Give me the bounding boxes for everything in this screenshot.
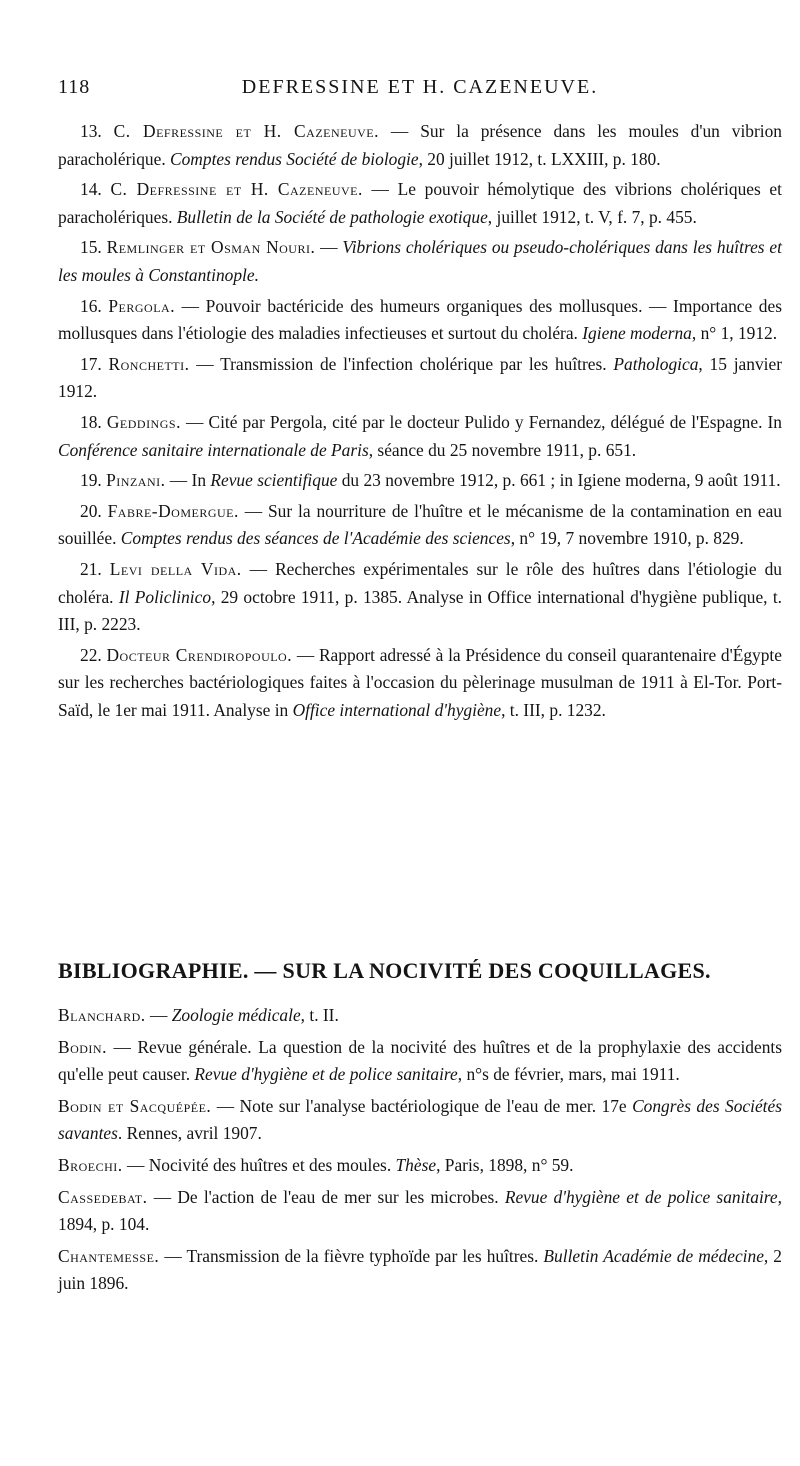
reference-text: — Rapport adressé à la Présidence du conseil quarantenaire d'Égypte sur les recherches bactériologiques faites à l'occasion du pèlerinage musulman de 1911 à El-Tor. Port-Saïd, le 1er mai 1911. Analyse in bbox=[58, 644, 782, 720]
bibliography-text: — Nocivité des huîtres et des moules. bbox=[122, 1154, 396, 1175]
bibliography-details: , 1894, p. 104. bbox=[58, 1186, 782, 1235]
reference-text: — Sur la présence dans les moules d'un vibrion paracholérique. bbox=[58, 121, 782, 169]
bibliography-entry bbox=[58, 1093, 782, 1148]
reference-details: , t. III, p. 1232. bbox=[501, 699, 606, 720]
reference-entry bbox=[58, 498, 782, 553]
bibliography-source: Congrès des Sociétés savantes bbox=[58, 1095, 782, 1144]
bibliography-authors: Bodin et Sacquépée. bbox=[58, 1095, 212, 1116]
reference-number: 13. bbox=[80, 121, 102, 141]
bibliography-details: . Rennes, avril 1907. bbox=[117, 1123, 262, 1144]
reference-entry bbox=[58, 118, 782, 173]
reference-number: 15. bbox=[80, 237, 102, 258]
reference-authors: Ronchetti. bbox=[108, 353, 190, 374]
bibliography-details: , 2 juin 1896. bbox=[58, 1245, 783, 1294]
bibliography-entry bbox=[58, 1184, 782, 1239]
reference-text: — Le pouvoir hémolytique des vibrions cholériques et paracholériques. bbox=[58, 179, 782, 227]
bibliography-authors: Cassedebat. bbox=[58, 1186, 148, 1207]
reference-source: Conférence sanitaire internationale de Paris bbox=[58, 439, 369, 460]
reference-authors: Remlinger et Osman Nouri. bbox=[106, 237, 316, 258]
reference-details: , n° 1, 1912. bbox=[691, 323, 778, 344]
reference-source: Igiene moderna bbox=[582, 323, 692, 344]
reference-authors: C. Defressine et H. Cazeneuve. bbox=[110, 179, 363, 200]
reference-number: 16. bbox=[80, 295, 102, 316]
page-number: 118 bbox=[58, 76, 91, 98]
reference-details: , 15 janvier 1912. bbox=[58, 353, 782, 402]
reference-source: Revue scientifique bbox=[210, 470, 338, 491]
reference-source: Bulletin de la Société de pathologie exotique bbox=[176, 206, 488, 227]
reference-text: — In bbox=[165, 470, 211, 491]
bibliography-text: — De l'action de l'eau de mer sur les microbes. bbox=[147, 1186, 505, 1207]
reference-source: Il Policlinico bbox=[118, 586, 212, 607]
reference-text: — Sur la nourriture de l'huître et le mécanisme de la contamination en eau souillée. bbox=[58, 500, 782, 549]
bibliography-authors: Bodin. bbox=[58, 1036, 107, 1057]
reference-source: Pathologica bbox=[613, 353, 699, 374]
reference-details: , n° 19, 7 novembre 1910, p. 829. bbox=[510, 528, 744, 549]
reference-authors: Pinzani. bbox=[106, 470, 166, 491]
reference-details: , 20 juillet 1912, t. LXXIII, p. 180. bbox=[418, 148, 661, 169]
reference-text: — bbox=[315, 237, 343, 258]
reference-text: — Transmission de l'infection cholérique par les huîtres. bbox=[189, 353, 614, 374]
bibliography-source: Revue d'hygiène et de police sanitaire bbox=[504, 1186, 778, 1207]
reference-source: Comptes rendus des séances de l'Académie des sciences bbox=[120, 528, 511, 549]
reference-source: Vibrions cholériques ou pseudo-cholériques dans les huîtres et les moules à Constantinople. bbox=[58, 237, 782, 285]
reference-number: 20. bbox=[80, 500, 102, 521]
bibliography-entry bbox=[58, 1034, 782, 1089]
reference-details: , 29 octobre 1911, p. 1385. Analyse in Office international d'hygiène publique, t. III, p. 2223. bbox=[58, 586, 783, 635]
reference-authors: Fabre-Domergue. bbox=[107, 500, 239, 521]
reference-text: — Recherches expérimentales sur le rôle des huîtres dans l'étiologie du choléra. bbox=[58, 558, 782, 607]
running-title: DEFRESSINE ET H. CAZENEUVE. bbox=[241, 76, 599, 98]
bibliography-text: — bbox=[145, 1005, 172, 1025]
bibliography-source: Zoologie médicale bbox=[171, 1005, 301, 1025]
reference-entry bbox=[58, 409, 782, 464]
bibliography-entry bbox=[58, 1002, 782, 1030]
reference-entry bbox=[58, 556, 782, 639]
bibliography-text: — Revue générale. La question de la nocivité des huîtres et de la prophylaxie des accidents qu'elle peut causer. bbox=[58, 1036, 782, 1085]
bibliography-authors: Broechi. bbox=[58, 1154, 123, 1175]
reference-authors: C. Defressine et H. Cazeneuve. bbox=[113, 121, 379, 141]
reference-list bbox=[58, 118, 782, 727]
bibliography-authors: Chantemesse. bbox=[58, 1245, 160, 1266]
bibliography-source: Revue d'hygiène et de police sanitaire bbox=[194, 1064, 458, 1085]
reference-authors: Pergola. bbox=[108, 295, 176, 316]
section-title: BIBLIOGRAPHIE. — SUR LA NOCIVITÉ DES COQUILLAGES. bbox=[58, 958, 711, 983]
reference-details: du 23 novembre 1912, p. 661 ; in Igiene moderna, 9 août 1911. bbox=[337, 470, 781, 491]
reference-number: 18. bbox=[80, 411, 102, 432]
bibliography-source: Thèse bbox=[395, 1154, 437, 1175]
bibliography-text: — Transmission de la fièvre typhoïde par les huîtres. bbox=[159, 1245, 544, 1266]
reference-entry bbox=[58, 642, 782, 725]
bibliography-details: , Paris, 1898, n° 59. bbox=[436, 1154, 574, 1175]
reference-entry bbox=[58, 351, 782, 406]
reference-number: 14. bbox=[80, 179, 102, 200]
bibliography-text: — Note sur l'analyse bactériologique de l'eau de mer. 17e bbox=[211, 1095, 633, 1116]
reference-details: , juillet 1912, t. V, f. 7, p. 455. bbox=[487, 206, 697, 227]
bibliography-list bbox=[58, 1002, 782, 1302]
reference-entry bbox=[58, 176, 782, 231]
bibliography-entry bbox=[58, 1243, 782, 1298]
reference-entry bbox=[58, 234, 782, 289]
reference-number: 19. bbox=[80, 470, 102, 491]
reference-entry bbox=[58, 467, 782, 495]
reference-number: 21. bbox=[80, 558, 102, 579]
page-header bbox=[0, 76, 800, 106]
bibliography-details: , n°s de février, mars, mai 1911. bbox=[457, 1064, 680, 1085]
reference-text: — Cité par Pergola, cité par le docteur Pulido y Fernandez, délégué de l'Espagne. In bbox=[180, 411, 782, 432]
reference-number: 17. bbox=[80, 353, 102, 374]
bibliography-source: Bulletin Académie de médecine bbox=[543, 1245, 764, 1266]
reference-details: , séance du 25 novembre 1911, p. 651. bbox=[368, 439, 637, 460]
reference-authors: Docteur Crendiropoulo. bbox=[106, 644, 293, 665]
reference-text: — Pouvoir bactéricide des humeurs organiques des mollusques. — Importance des mollusques dans l'étiologie des maladies infectieuses et surtout du choléra. bbox=[58, 295, 782, 344]
reference-number: 22. bbox=[80, 644, 102, 665]
reference-source: Comptes rendus Société de biologie bbox=[170, 148, 419, 169]
reference-source: Office international d'hygiène bbox=[292, 699, 502, 720]
reference-authors: Levi della Vida. bbox=[109, 558, 242, 579]
bibliography-details: , t. II. bbox=[300, 1005, 339, 1025]
reference-authors: Geddings. bbox=[106, 411, 181, 432]
bibliography-entry bbox=[58, 1152, 782, 1180]
bibliography-authors: Blanchard. bbox=[58, 1005, 146, 1025]
reference-entry bbox=[58, 293, 782, 348]
